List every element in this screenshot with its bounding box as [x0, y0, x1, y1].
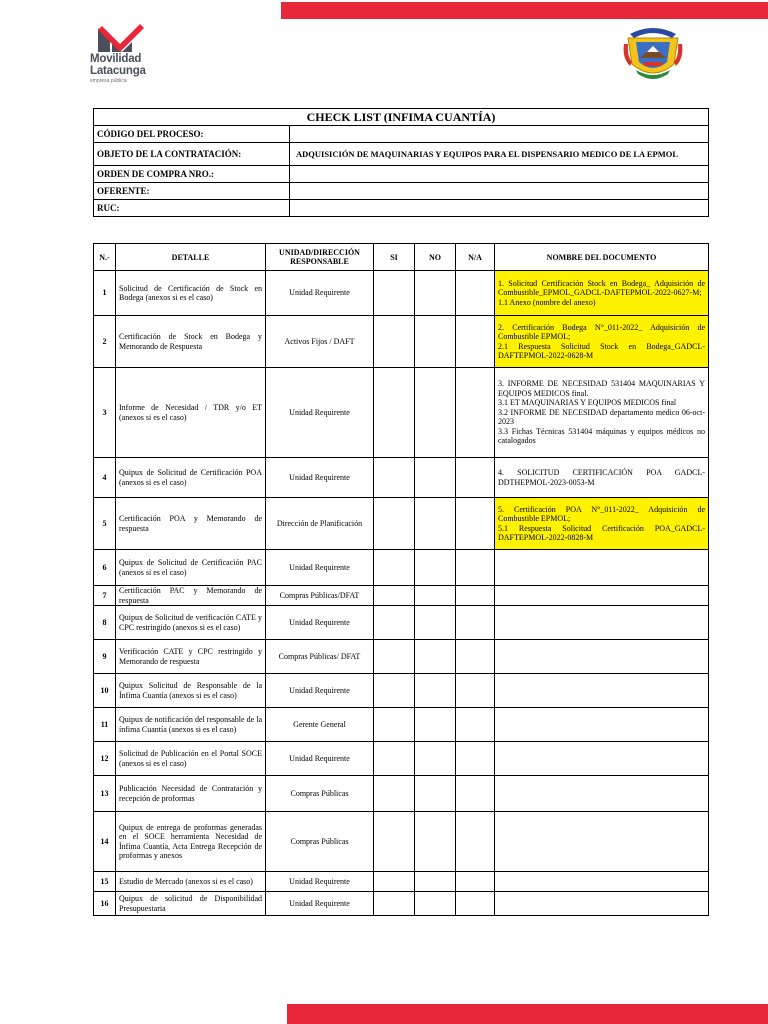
- row-unidad: Gerente General: [266, 708, 374, 742]
- col-header-si: SI: [374, 244, 415, 271]
- row-detalle: Quipux Solicitud de Responsable de la Ínfima Cuantía (anexos si es el caso): [116, 674, 266, 708]
- row-no-cell: [415, 498, 456, 550]
- row-na-cell: [456, 606, 495, 640]
- col-header-number: N.-: [94, 244, 116, 271]
- logo-text-line2: Latacunga: [90, 65, 146, 77]
- row-no-cell: [415, 316, 456, 368]
- movilidad-latacunga-logo: [84, 22, 194, 92]
- row-number: 16: [94, 892, 116, 916]
- row-si-cell: [374, 776, 415, 812]
- header-row-codigo: [94, 126, 709, 143]
- row-unidad: Unidad Requirente: [266, 368, 374, 458]
- row-na-cell: [456, 271, 495, 316]
- row-detalle: Quipux de notificación del responsable de la ínfima Cuantía (anexos si es el caso): [116, 708, 266, 742]
- table-row: [94, 606, 709, 640]
- document-line: 3.3 Fichas Técnicas 531404 máquinas y equipos médicos no catalogados: [498, 426, 705, 446]
- row-unidad: Dirección de Planificación: [266, 498, 374, 550]
- row-no-cell: [415, 892, 456, 916]
- row-na-cell: [456, 316, 495, 368]
- row-si-cell: [374, 586, 415, 606]
- header-row-orden: [94, 166, 709, 183]
- row-detalle: Certificación PAC y Memorando de respuesta: [116, 586, 266, 606]
- row-na-cell: [456, 742, 495, 776]
- table-row: [94, 776, 709, 812]
- row-na-cell: [456, 368, 495, 458]
- row-unidad: Unidad Requirente: [266, 892, 374, 916]
- row-si-cell: [374, 640, 415, 674]
- row-unidad: Compras Públicas: [266, 776, 374, 812]
- table-header-row: [94, 244, 709, 271]
- row-documento: [495, 316, 709, 368]
- row-no-cell: [415, 674, 456, 708]
- row-documento: [495, 606, 709, 640]
- coat-of-arms-icon: [622, 24, 684, 84]
- row-si-cell: [374, 674, 415, 708]
- row-na-cell: [456, 812, 495, 872]
- table-row: [94, 368, 709, 458]
- row-na-cell: [456, 892, 495, 916]
- table-row: [94, 674, 709, 708]
- row-na-cell: [456, 550, 495, 586]
- row-na-cell: [456, 872, 495, 892]
- row-unidad: Compras Públicas/ DFAT: [266, 640, 374, 674]
- row-na-cell: [456, 708, 495, 742]
- document-line: 1. Solicitud Certificación Stock en Bodega_ Adquisición de Combustible_EPMOL_GADCL-DAFTEPMOL-2022-0627-M;: [498, 278, 705, 298]
- header-label: ORDEN DE COMPRA NRO.: [97, 169, 211, 179]
- header-value: [290, 183, 709, 200]
- checklist-title: CHECK LIST (INFIMA CUANTÍA): [94, 109, 709, 126]
- row-si-cell: [374, 368, 415, 458]
- col-header-no: NO: [415, 244, 456, 271]
- header-value: [290, 126, 709, 143]
- table-row: [94, 892, 709, 916]
- header-row-ruc: [94, 200, 709, 217]
- header-label-suffix: :: [200, 129, 204, 139]
- row-documento: [495, 458, 709, 498]
- header-row-oferente: [94, 183, 709, 200]
- col-header-na: N/A: [456, 244, 495, 271]
- row-number: 13: [94, 776, 116, 812]
- row-documento: [495, 368, 709, 458]
- row-si-cell: [374, 708, 415, 742]
- row-si-cell: [374, 316, 415, 368]
- row-documento: [495, 776, 709, 812]
- row-si-cell: [374, 742, 415, 776]
- row-no-cell: [415, 708, 456, 742]
- table-row: [94, 316, 709, 368]
- row-no-cell: [415, 550, 456, 586]
- row-documento: [495, 586, 709, 606]
- row-documento: [495, 640, 709, 674]
- row-documento: [495, 708, 709, 742]
- table-row: [94, 640, 709, 674]
- row-number: 9: [94, 640, 116, 674]
- row-unidad: Unidad Requirente: [266, 742, 374, 776]
- header-value: ADQUISICIÓN DE MAQUINARIAS Y EQUIPOS PARA EL DISPENSARIO MEDICO DE LA EPMOL: [290, 143, 709, 166]
- document-line: 3.2 INFORME DE NECESIDAD departamento medico 06-oct-2023: [498, 407, 705, 427]
- header-label-suffix: :: [238, 149, 242, 159]
- row-documento: [495, 498, 709, 550]
- row-detalle: Verificación CATE y CPC restringido y Memorando de respuesta: [116, 640, 266, 674]
- row-si-cell: [374, 458, 415, 498]
- row-detalle: Certificación de Stock en Bodega y Memorando de Respuesta: [116, 316, 266, 368]
- row-no-cell: [415, 606, 456, 640]
- row-documento: [495, 892, 709, 916]
- header-row-objeto: [94, 143, 709, 166]
- logo-mark-icon: [96, 22, 146, 56]
- header-label-suffix: :: [116, 203, 120, 213]
- document-line: 3. INFORME DE NECESIDAD 531404 MAQUINARIAS Y EQUIPOS MEDICOS final.: [498, 379, 705, 398]
- document-line: 2. Certificación Bodega N°_011-2022_ Adquisición de Combustible EPMOL;: [498, 322, 705, 341]
- row-detalle: Quipux de Solicitud de verificación CATE y CPC restringido (anexos si es el caso): [116, 606, 266, 640]
- row-unidad: Unidad Requirente: [266, 674, 374, 708]
- row-documento: [495, 812, 709, 872]
- document-line: 3.1 ET MAQUINARIAS Y EQUIPOS MEDICOS final: [498, 398, 677, 408]
- row-na-cell: [456, 640, 495, 674]
- row-no-cell: [415, 640, 456, 674]
- row-number: 10: [94, 674, 116, 708]
- row-detalle: Informe de Necesidad / TDR y/o ET (anexos si es el caso): [116, 368, 266, 458]
- table-row: [94, 586, 709, 606]
- header-value: [290, 166, 709, 183]
- row-detalle: Certificación POA y Memorando de respuesta: [116, 498, 266, 550]
- row-si-cell: [374, 872, 415, 892]
- row-si-cell: [374, 498, 415, 550]
- row-number: 2: [94, 316, 116, 368]
- row-number: 7: [94, 586, 116, 606]
- row-unidad: Compras Públicas/DFAT: [266, 586, 374, 606]
- row-si-cell: [374, 550, 415, 586]
- row-number: 5: [94, 498, 116, 550]
- row-documento: [495, 872, 709, 892]
- row-na-cell: [456, 776, 495, 812]
- row-documento: [495, 674, 709, 708]
- row-documento: [495, 742, 709, 776]
- row-number: 11: [94, 708, 116, 742]
- row-detalle: Estudio de Mercado (anexos si es el caso): [116, 872, 266, 892]
- table-row: [94, 812, 709, 872]
- row-no-cell: [415, 776, 456, 812]
- row-no-cell: [415, 458, 456, 498]
- row-no-cell: [415, 812, 456, 872]
- process-header-table: [93, 108, 709, 217]
- row-number: 6: [94, 550, 116, 586]
- row-number: 3: [94, 368, 116, 458]
- checklist-table: [93, 243, 709, 916]
- row-detalle: Solicitud de Certificación de Stock en Bodega (anexos si es el caso): [116, 271, 266, 316]
- row-unidad: Unidad Requirente: [266, 872, 374, 892]
- row-unidad: Unidad Requirente: [266, 458, 374, 498]
- row-number: 14: [94, 812, 116, 872]
- row-si-cell: [374, 271, 415, 316]
- document-line: 5. Certificación POA N°_011-2022_ Adquisición de Combustible EPMOL;: [498, 504, 705, 523]
- header-label-suffix: :: [146, 186, 150, 196]
- logo-tagline: empresa pública: [90, 78, 127, 84]
- row-unidad: Activos Fijos / DAFT: [266, 316, 374, 368]
- header-label: OFERENTE: [97, 186, 147, 196]
- document-line: 2.1 Respuesta Solicitud Stock en Bodega_GADCL-DAFTEPMOL-2022-0628-M: [498, 341, 705, 360]
- row-no-cell: [415, 742, 456, 776]
- top-accent-bar: [281, 2, 768, 19]
- table-row: [94, 708, 709, 742]
- row-no-cell: [415, 271, 456, 316]
- row-detalle: Quipux de Solicitud de Certificación POA (anexos si es el caso): [116, 458, 266, 498]
- document-line: 1.1 Anexo (nombre del anexo): [498, 297, 596, 307]
- table-row: [94, 271, 709, 316]
- row-no-cell: [415, 368, 456, 458]
- header-label: RUC: [97, 203, 117, 213]
- bottom-accent-bar: [287, 1004, 768, 1024]
- row-number: 12: [94, 742, 116, 776]
- row-detalle: Quipux de entrega de proformas generadas en el SOCE herramienta Necesidad de Ínfima Cuantía, Acta Entrega Recepción de proformas y anexos: [116, 812, 266, 872]
- header-label: OBJETO DE LA CONTRATACIÓN: [97, 149, 239, 159]
- row-no-cell: [415, 872, 456, 892]
- row-unidad: Unidad Requirente: [266, 606, 374, 640]
- table-row: [94, 550, 709, 586]
- header-label-suffix: :: [211, 169, 214, 179]
- document-line: 4. SOLICITUD CERTIFICACIÓN POA GADCL-DDTHEPMOL-2023-0053-M: [498, 468, 705, 487]
- logo-text-line1: Movilidad: [90, 53, 142, 65]
- col-header-unidad: UNIDAD/DIRECCIÓN RESPONSABLE: [266, 244, 374, 271]
- table-row: [94, 742, 709, 776]
- document-line: 5.1 Respuesta Solicitud Certificación POA_GADCL-DAFTEPMOL-2022-0828-M: [498, 523, 705, 542]
- row-na-cell: [456, 498, 495, 550]
- col-header-documento: NOMBRE DEL DOCUMENTO: [495, 244, 709, 271]
- row-na-cell: [456, 674, 495, 708]
- row-detalle: Solicitud de Publicación en el Portal SOCE (anexos si es el caso): [116, 742, 266, 776]
- row-documento: [495, 550, 709, 586]
- table-row: [94, 498, 709, 550]
- row-unidad: Compras Públicas: [266, 812, 374, 872]
- table-row: [94, 872, 709, 892]
- row-na-cell: [456, 586, 495, 606]
- table-row: [94, 458, 709, 498]
- row-na-cell: [456, 458, 495, 498]
- row-number: 1: [94, 271, 116, 316]
- header-value: [290, 200, 709, 217]
- row-unidad: Unidad Requirente: [266, 550, 374, 586]
- row-detalle: Quipux de Solicitud de Certificación PAC (anexos si es el caso): [116, 550, 266, 586]
- row-no-cell: [415, 586, 456, 606]
- row-number: 4: [94, 458, 116, 498]
- row-detalle: Publicación Necesidad de Contratación y recepción de proformas: [116, 776, 266, 812]
- row-number: 15: [94, 872, 116, 892]
- row-si-cell: [374, 812, 415, 872]
- row-si-cell: [374, 892, 415, 916]
- row-si-cell: [374, 606, 415, 640]
- row-number: 8: [94, 606, 116, 640]
- row-unidad: Unidad Requirente: [266, 271, 374, 316]
- col-header-detalle: DETALLE: [116, 244, 266, 271]
- header-label: CÓDIGO DEL PROCESO: [97, 129, 201, 139]
- row-documento: [495, 271, 709, 316]
- row-detalle: Quipux de solicitud de Disponibilidad Presupuestaria: [116, 892, 266, 916]
